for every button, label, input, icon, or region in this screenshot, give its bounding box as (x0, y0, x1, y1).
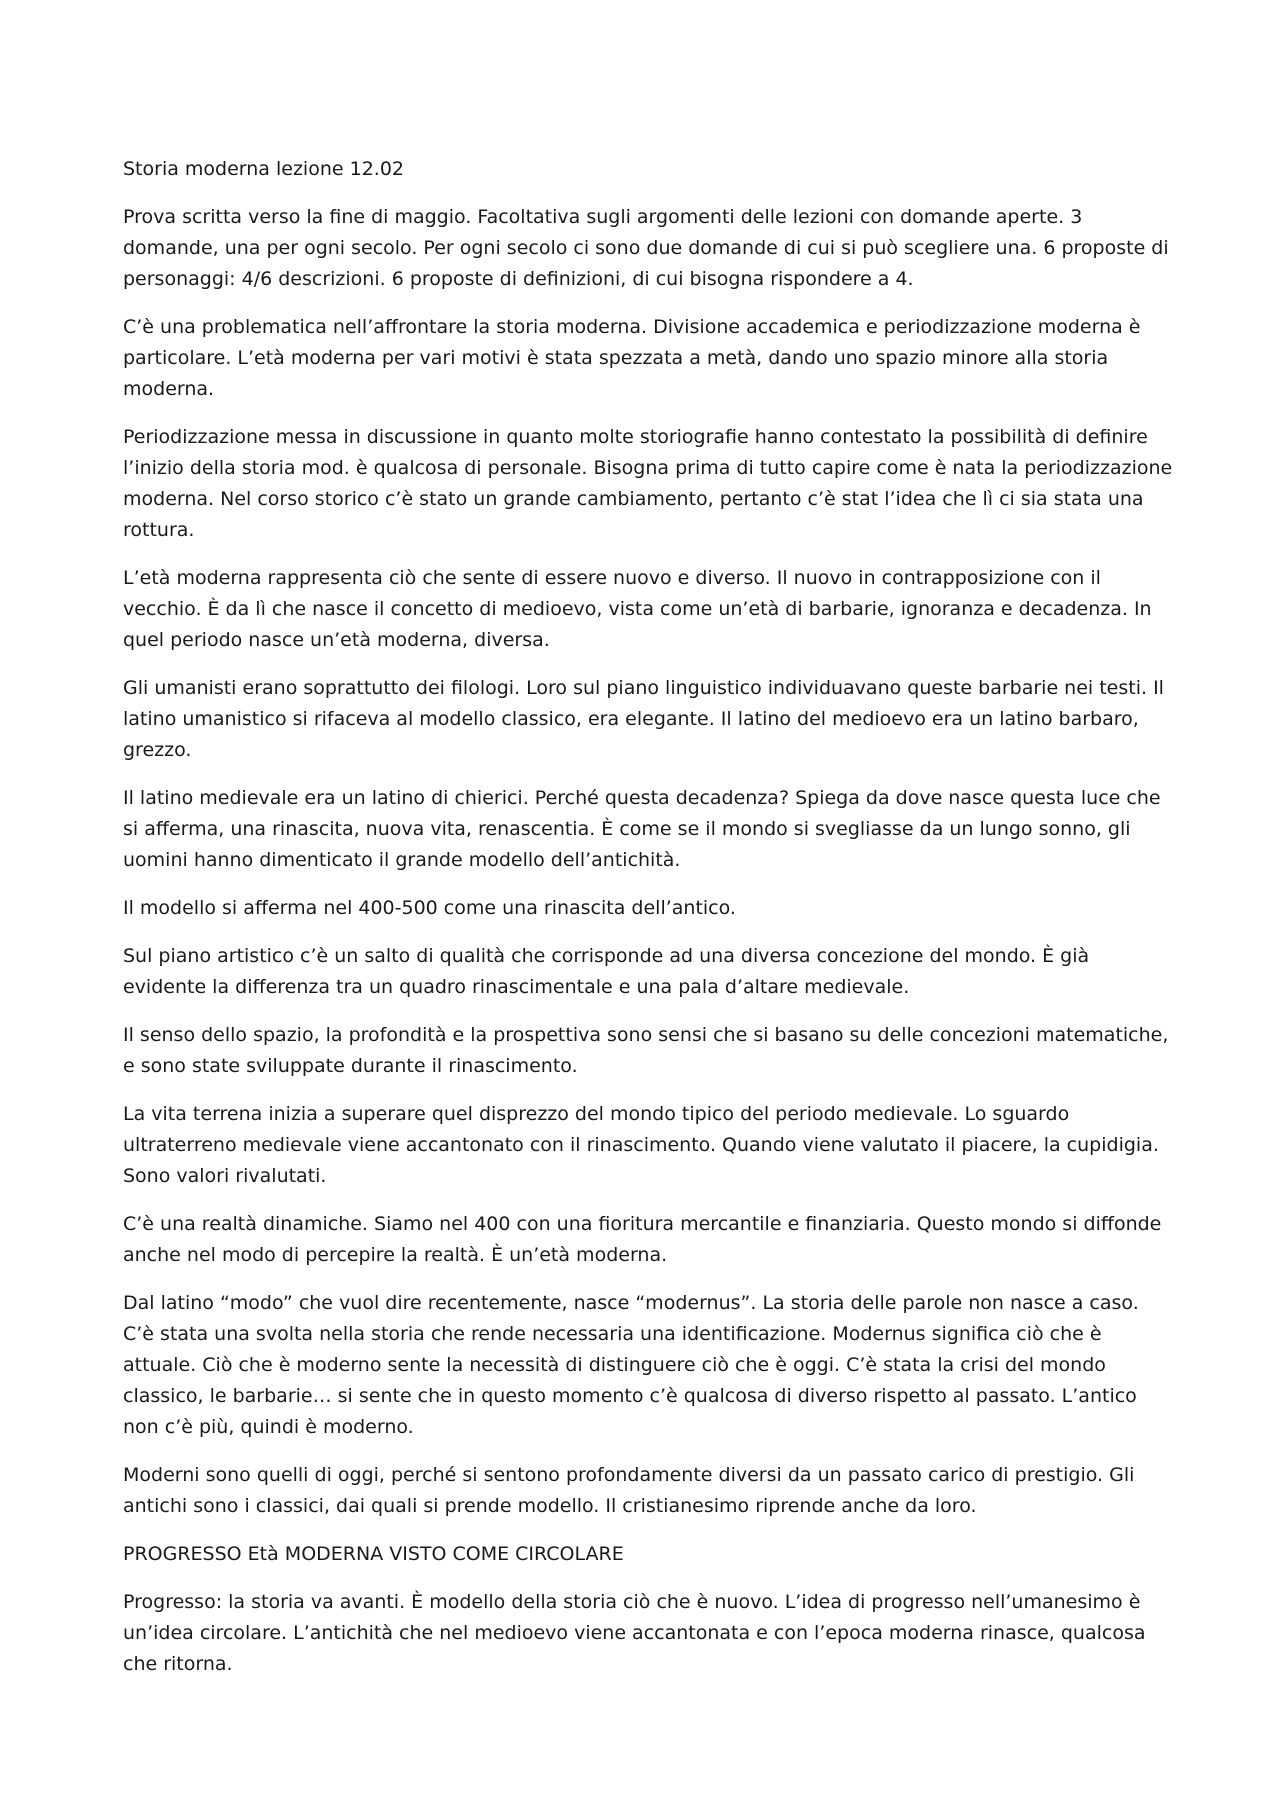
section-heading-progresso: PROGRESSO Età MODERNA VISTO COME CIRCOLARE (123, 1543, 624, 1565)
paragraph-eta-moderna: L’età moderna rappresenta ciò che sente di essere nuovo e diverso. Il nuovo in contrapposizione con il vecchio. È da lì che nasce il concetto di medioevo, vista come un’età di barbarie, ignoranza e decadenza. In quel periodo nasce un’età moderna, diversa. (123, 567, 1152, 651)
paragraph-moderni: Moderni sono quelli di oggi, perché si sentono profondamente diversi da un passato carico di prestigio. Gli antichi sono i classici, dai quali si prende modello. Il cristianesimo riprende anche da loro. (123, 1464, 1135, 1517)
paragraph-modernus: Dal latino “modo” che vuol dire recentemente, nasce “modernus”. La storia delle parole non nasce a caso. C’è stata una svolta nella storia che rende necessaria una identificazione. Modernus significa ciò che è attuale. Ciò che è moderno sente la necessità di distinguere ciò che è oggi. C’è stata la crisi del mondo classico, le barbarie… si sente che in questo momento c’è qualcosa di diverso rispetto al passato. L’antico non c’è più, quindi è moderno. (123, 1292, 1139, 1438)
paragraph-progresso: Progresso: la storia va avanti. È modello della storia ciò che è nuovo. L’idea di progresso nell’umanesimo è un’idea circolare. L’antichità che nel medioevo viene accantonata e con l’epoca moderna rinasce, qualcosa che ritorna. (123, 1591, 1146, 1675)
paragraph-senso-spazio: Il senso dello spazio, la profondità e la prospettiva sono sensi che si basano su delle concezioni matematiche, e sono state sviluppate durante il rinascimento. (123, 1024, 1169, 1077)
document-title: Storia moderna lezione 12.02 (123, 158, 405, 180)
paragraph-modello: Il modello si afferma nel 400-500 come una rinascita dell’antico. (123, 897, 736, 919)
paragraph-realta-dinamiche: C’è una realtà dinamiche. Siamo nel 400 con una fioritura mercantile e finanziaria. Questo mondo si diffonde anche nel modo di percepire la realtà. È un’età moderna. (123, 1213, 1162, 1266)
paragraph-exam-info: Prova scritta verso la fine di maggio. Facoltativa sugli argomenti delle lezioni con domande aperte. 3 domande, una per ogni secolo. Per ogni secolo ci sono due domande di cui si può scegliere una. 6 proposte di personaggi: 4/6 descrizioni. 6 proposte di definizioni, di cui bisogna rispondere a 4. (123, 206, 1169, 290)
document-body (123, 154, 1173, 1697)
paragraph-vita-terrena: La vita terrena inizia a superare quel disprezzo del mondo tipico del periodo medievale. Lo sguardo ultraterreno medievale viene accantonato con il rinascimento. Quando viene valutato il piacere, la cupidigia. Sono valori rivalutati. (123, 1103, 1159, 1187)
paragraph-problematica: C’è una problematica nell’affrontare la storia moderna. Divisione accademica e periodizzazione moderna è particolare. L’età moderna per vari motivi è stata spezzata a metà, dando uno spazio minore alla storia moderna. (123, 316, 1141, 400)
paragraph-latino-medievale: Il latino medievale era un latino di chierici. Perché questa decadenza? Spiega da dove nasce questa luce che si afferma, una rinascita, nuova vita, renascentia. È come se il mondo si svegliasse da un lungo sonno, gli uomini hanno dimenticato il grande modello dell’antichità. (123, 787, 1161, 871)
paragraph-piano-artistico: Sul piano artistico c’è un salto di qualità che corrisponde ad una diversa concezione del mondo. È già evidente la differenza tra un quadro rinascimentale e una pala d’altare medievale. (123, 945, 1090, 998)
paragraph-periodizzazione: Periodizzazione messa in discussione in quanto molte storiografie hanno contestato la possibilità di definire l’inizio della storia mod. è qualcosa di personale. Bisogna prima di tutto capire come è nata la periodizzazione moderna. Nel corso storico c’è stato un grande cambiamento, pertanto c’è stat l’idea che lì ci sia stata una rottura. (123, 426, 1173, 541)
paragraph-umanisti: Gli umanisti erano soprattutto dei filologi. Loro sul piano linguistico individuavano queste barbarie nei testi. Il latino umanistico si rifaceva al modello classico, era elegante. Il latino del medioevo era un latino barbaro, grezzo. (123, 677, 1164, 761)
